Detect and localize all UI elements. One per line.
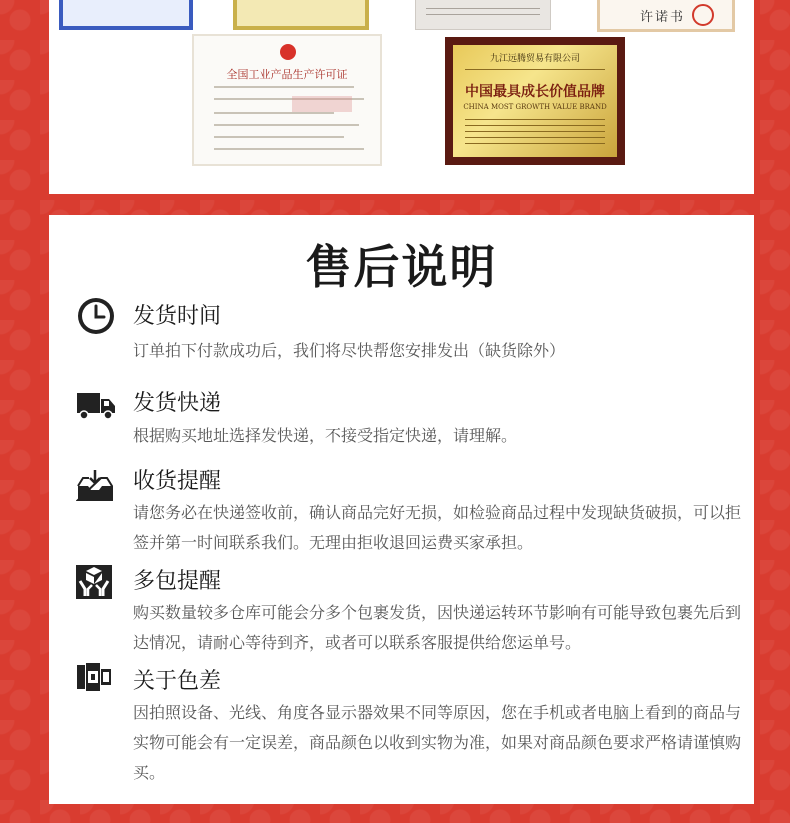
after-sales-panel <box>49 215 754 804</box>
item-text-multi-package: 购买数量较多仓库可能会分多个包裹发货，因快递运转环节影响有可能导致包裹先后到达情况，请耐心等待到齐，或者可以联系客服提供给您运单号。 <box>133 603 742 652</box>
item-text-color-difference: 因拍照设备、光线、角度各显示器效果不同等原因，您在手机或者电脑上看到的商品与实物可能会有一定误差，商品颜色以收到实物为准，如果对商品颜色要求严格请谨慎购买。 <box>133 703 742 782</box>
red-seal-icon <box>692 4 714 26</box>
plaque-title: 中国最具成长价值品牌 <box>465 84 605 100</box>
certificate-image-4 <box>597 0 735 32</box>
truck-icon <box>76 391 116 421</box>
certificate-stamp-text: 许诺书 <box>640 10 686 25</box>
production-license-certificate <box>192 34 382 166</box>
certificate-image-1 <box>59 0 193 30</box>
inbox-icon <box>76 468 114 502</box>
certificate-image-3 <box>415 0 551 30</box>
camera-icon <box>76 661 112 693</box>
clock-icon <box>76 296 116 336</box>
page-title: 售后说明 <box>305 240 498 294</box>
item-text-express: 根据购买地址选择发快递，不接受指定快递，请理解。 <box>133 426 518 445</box>
plaque-company: 九江远腾贸易有限公司 <box>489 54 580 64</box>
item-title-color-difference: 关于色差 <box>133 669 222 694</box>
handle-with-care-icon <box>76 565 112 599</box>
item-text-receipt-reminder: 请您务必在快递签收前，确认商品完好无损，如检验商品过程中发现缺货破损，可以拒签并第一时间联系我们。无理由拒收退回运费买家承担。 <box>133 503 742 552</box>
brand-award-plaque <box>445 37 625 165</box>
item-title-express: 发货快递 <box>133 391 222 416</box>
national-emblem-icon <box>280 44 296 60</box>
item-title-receipt-reminder: 收货提醒 <box>133 469 222 494</box>
certificate-image-2 <box>233 0 369 30</box>
license-title: 全国工业产品生产许可证 <box>226 68 348 81</box>
item-title-shipping-time: 发货时间 <box>133 304 222 329</box>
plaque-english-title: CHINA MOST GROWTH VALUE BRAND <box>463 103 607 111</box>
certificates-panel <box>49 0 754 194</box>
item-text-shipping-time: 订单拍下付款成功后，我们将尽快帮您安排发出（缺货除外） <box>133 341 566 360</box>
red-stamp-icon <box>292 96 352 112</box>
item-title-multi-package: 多包提醒 <box>133 569 222 594</box>
